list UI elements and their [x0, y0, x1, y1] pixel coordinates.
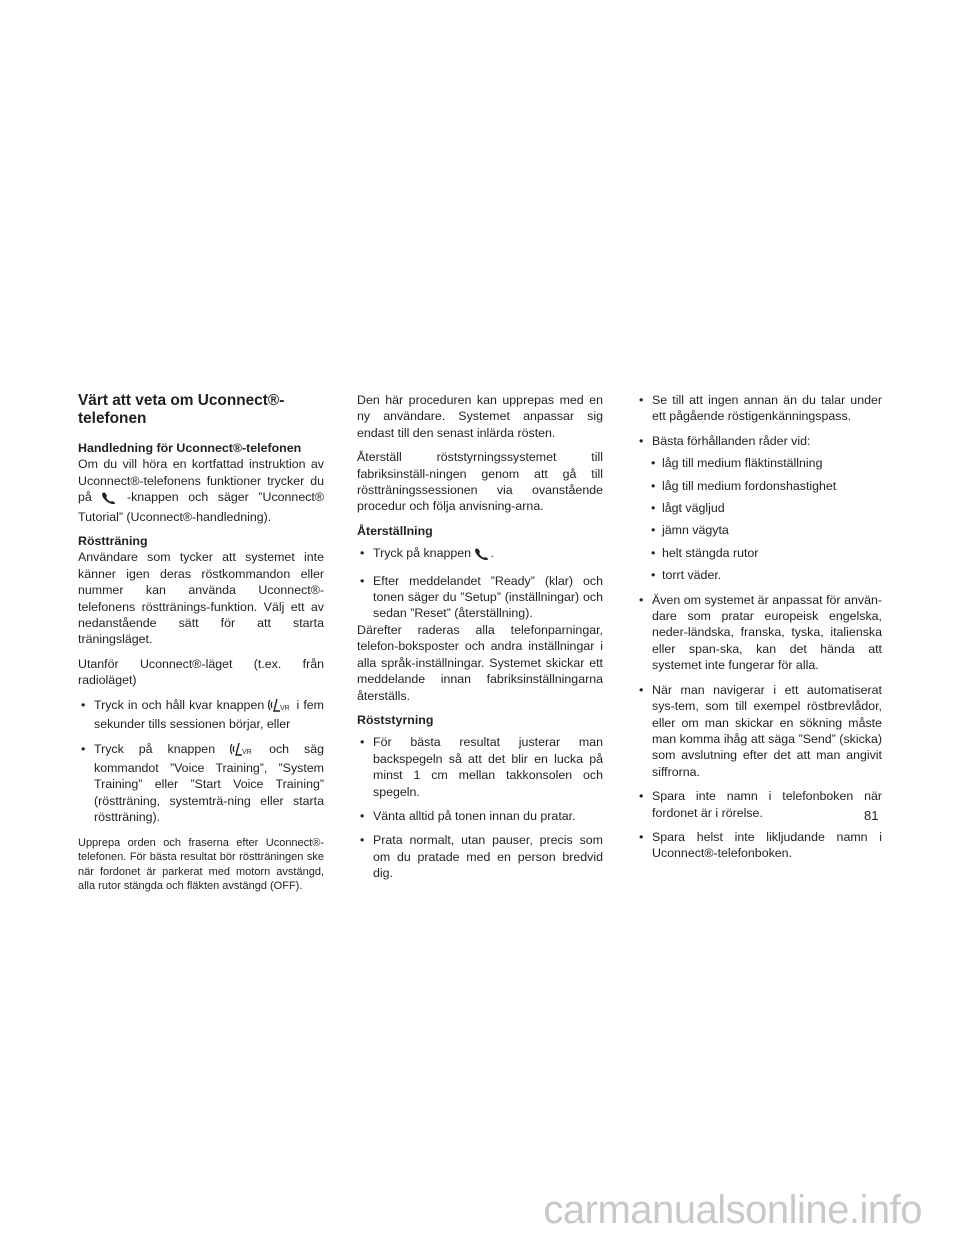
list-item: • Även om systemet är anpassat för använ-dare som pratar europeisk engelska, neder-ländska, franska, tyska, italienska eller span-ska, kan det hända att systemet inte fungerar för alla. — [636, 592, 882, 674]
svg-text:VR: VR — [280, 704, 291, 712]
voice-heading: Röststyrning — [357, 712, 434, 727]
condition-item: • låg till medium fordonshastighet — [636, 478, 882, 494]
list-item — [78, 741, 324, 826]
condition-item: • låg till medium fläktinställning — [636, 455, 882, 471]
bullet-text: Tryck på knappen — [373, 546, 472, 561]
voice-recognition-icon — [268, 698, 292, 716]
list-item — [357, 545, 603, 564]
section-title: Värt att veta om Uconnect®-telefonen — [78, 392, 285, 427]
tips-list — [636, 392, 882, 862]
bullet-text-end: . — [490, 546, 494, 561]
tutorial-text-a: Om du vill höra en kortfattad instruktion av Uconnect®-telefonens funktioner trycker du på — [78, 457, 324, 505]
phone-icon — [101, 492, 117, 508]
phone-icon — [474, 548, 490, 564]
tutorial-heading: Handledning för Uconnect®-telefonen — [78, 441, 302, 455]
repeat-paragraph: Den här proceduren kan upprepas med en ny användare. Systemet anpassar sig endast till den senast inlärda rösten. — [357, 393, 603, 440]
condition-item: • jämn vägyta — [636, 522, 882, 538]
bullet-text: och säg kommandot ”Voice Training”, ”System Training” eller ”Start Voice Training” (röstträning, systemträ-ning eller starta röstträning). — [94, 741, 324, 825]
reset-heading: Återställning — [357, 523, 433, 538]
list-item: • Efter meddelandet ”Ready” (klar) och tonen säger du ”Setup” (inställningar) och sedan ”Reset” (återställning). — [357, 573, 603, 622]
bullet-text: i fem sekunder tills sessionen börjar, eller — [94, 697, 324, 732]
voice-recognition-icon — [230, 742, 254, 760]
bullet-text: Tryck på knappen — [94, 741, 216, 756]
watermark: carmanualsonline.info — [543, 1188, 922, 1232]
reset-steps — [357, 545, 603, 622]
list-item: • Spara helst inte likljudande namn i Uconnect®-telefonboken. — [636, 829, 882, 862]
list-item: • När man navigerar i ett automatiserat sys-tem, som till exempel röstbrevlådor, eller om man skickar en sökning måste man komma ihåg att säga ”Send” (skicka) som avslutning efter det att man angivit siffrorna. — [636, 682, 882, 780]
condition-item: • helt stängda rutor — [636, 545, 882, 561]
column-left — [78, 392, 324, 894]
tutorial-paragraph — [78, 456, 324, 525]
outside-mode-text: Utanför Uconnect®-läget (t.ex. från radioläget) — [78, 656, 324, 688]
conditions-list — [636, 455, 882, 583]
after-reset-paragraph: Därefter raderas alla telefonparningar, telefon-boksposter och andra inställningar i alla språk-inställningar. Systemet skickar ett meddelande innan fabriksinställningarna återställs. — [357, 622, 603, 703]
page-number: 81 — [864, 808, 879, 823]
tutorial-text-b: -knappen och säger ”Uconnect® Tutorial” (Uconnect®-handledning). — [78, 490, 324, 524]
training-steps — [78, 697, 324, 826]
list-item — [636, 433, 882, 584]
condition-item: • lågt vägljud — [636, 500, 882, 516]
training-note: Upprepa orden och fraserna efter Uconnect®-telefonen. För bästa resultat bör röstträningen ske när fordonet är parkerat med motorn avstängd, alla rutor stängda och fläkten avstängd (OFF). — [78, 836, 324, 893]
condition-item: • torrt väder. — [636, 567, 882, 583]
list-item — [78, 697, 324, 733]
column-middle — [357, 392, 603, 890]
column-right — [636, 392, 882, 870]
voice-tips — [357, 734, 603, 881]
svg-text:VR: VR — [242, 748, 252, 756]
training-heading: Röstträning — [78, 534, 148, 549]
bullet-text: Tryck in och håll kvar knappen — [94, 697, 265, 712]
list-item: • Spara inte namn i telefonboken när fordonet är i rörelse. — [636, 788, 882, 821]
list-item: • Prata normalt, utan pauser, precis som om du pratade med en person bredvid dig. — [357, 832, 603, 881]
list-item: • Se till att ingen annan än du talar under ett pågående röstigenkänningspass. — [636, 392, 882, 425]
reset-paragraph: Återställ röststyrningssystemet till fabriksinställ-ningen genom att gå till röstträningssessionen via ovanstående procedur och följa anvisning-arna. — [357, 450, 603, 514]
training-paragraph: Användare som tycker att systemet inte känner igen deras röstkommandon eller nummer kan använda Uconnect®-telefonens rösttränings-funktion. Välj ett av nedanstående sätt för att starta träningsläget. — [78, 550, 324, 647]
list-item: • Vänta alltid på tonen innan du pratar. — [357, 808, 603, 824]
bullet-text: Bästa förhållanden råder vid: — [652, 433, 811, 448]
list-item: • För bästa resultat justerar man backspegeln så att det blir en lucka på minst 1 cm mellan takkonsolen och spegeln. — [357, 734, 603, 800]
